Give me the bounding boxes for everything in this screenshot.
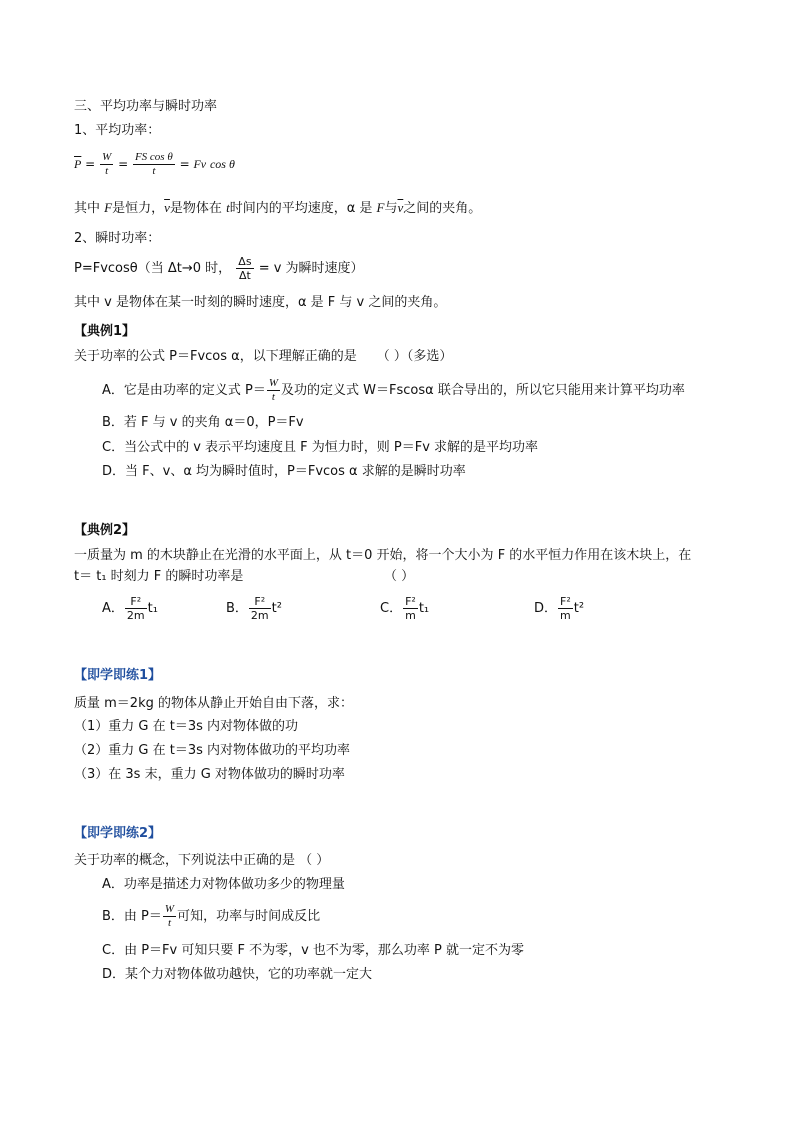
- example2-option-c: C． $\frac{\text{F²}}{m}$ t₁: [380, 595, 430, 622]
- avg-power-explain: 其中 F是恒力，$\overline{v}$是物体在 t时间内的平均速度，α 是 F与$\overline{v}$之间的夹角。: [74, 200, 482, 216]
- inst-power-label: 2、瞬时功率：: [74, 231, 161, 246]
- answer-paren: （ ）（多选）: [376, 349, 453, 364]
- example1-option-d: D．当 F、v、α 均为瞬时值时，P＝Fvcos α 求解的是瞬时功率: [102, 464, 466, 479]
- example2-option-a: A． $\frac{\text{F²}}{2m}$ t₁: [102, 595, 158, 622]
- fraction-w-t: $\frac{W}{t}$: [164, 903, 175, 929]
- practice2-question: 关于功率的概念，下列说法中正确的是 （ ）: [74, 853, 330, 868]
- answer-paren: （ ）: [384, 569, 415, 584]
- example2-line1: 一质量为 m 的木块静止在光滑的水平面上，从 t＝0 开始，将一个大小为 F 的水平恒力作用在该木块上，在: [74, 548, 692, 563]
- practice2-option-b: B．由 P＝ $\frac{W}{t}$ 可知，功率与时间成反比: [102, 903, 321, 929]
- practice2-option-a: A．功率是描述力对物体做功多少的物理量: [102, 877, 345, 892]
- inst-power-explain: 其中 v 是物体在某一时刻的瞬时速度，α 是 F 与 v 之间的夹角。: [74, 295, 447, 310]
- formula-cos: cos θ: [209, 157, 235, 171]
- practice2-heading: 【即学即练2】: [74, 826, 162, 841]
- example2-option-b: B． $\frac{\text{F²}}{2m}$ t²: [226, 595, 282, 622]
- example2-option-d: D． $\frac{\text{F²}}{m}$ t²: [534, 595, 585, 622]
- example1-option-c: C．当公式中的 v 表示平均速度且 F 为恒力时，则 P＝Fv 求解的是平均功率: [102, 440, 539, 455]
- formula-eq: =: [85, 157, 96, 171]
- practice1-question: 质量 m＝2kg 的物体从静止开始自由下落，求：: [74, 696, 353, 711]
- example2-heading: 【典例2】: [74, 523, 136, 538]
- fraction-ds-dt: $\frac{\Delta s}{\Delta t}$: [238, 255, 252, 282]
- inst-formula-tail: = v 为瞬时速度）: [258, 261, 364, 276]
- formula-p-bar: $\overline{P}$: [74, 157, 82, 171]
- example1-option-b: B．若 F 与 v 的夹角 α＝0，P＝Fv: [102, 415, 304, 430]
- inst-formula-main: P=Fvcosθ（当 Δt→0 时，: [74, 261, 232, 276]
- avg-power-formula: [74, 146, 235, 182]
- section-title: 三、平均功率与瞬时功率: [74, 99, 218, 114]
- avg-power-label: 1、平均功率：: [74, 123, 161, 138]
- practice2-option-d: D．某个力对物体做功越快，它的功率就一定大: [102, 967, 373, 982]
- inst-power-formula: [74, 252, 364, 286]
- practice1-heading: 【即学即练1】: [74, 668, 162, 683]
- fraction-fs-t: $\frac{\text{FS cos θ}}{t}$: [134, 151, 173, 177]
- example1-heading: 【典例1】: [74, 324, 136, 339]
- practice1-item-3: （3）在 3s 末，重力 G 对物体做功的瞬时功率: [74, 767, 345, 782]
- example2-line2: t＝ t₁ 时刻力 F 的瞬时功率是: [74, 569, 244, 584]
- practice2-option-c: C．由 P＝Fv 可知只要 F 不为零，v 也不为零，那么功率 P 就一定不为零: [102, 943, 525, 958]
- formula-fv: Fv: [193, 157, 207, 171]
- practice1-item-2: （2）重力 G 在 t＝3s 内对物体做功的平均功率: [74, 743, 351, 758]
- example1-option-a: A．它是由功率的定义式 P＝ $\frac{W}{t}$ 及功的定义式 W＝Fscosα 联合导出的，所以它只能用来计算平均功率: [102, 377, 685, 403]
- fraction-w-t: $\frac{W}{t}$: [268, 377, 279, 403]
- formula-eq: =: [118, 157, 129, 171]
- fraction-w-t: $\frac{W}{t}$: [102, 151, 112, 177]
- practice1-item-1: （1）重力 G 在 t＝3s 内对物体做的功: [74, 719, 299, 734]
- example1-question: 关于功率的公式 P＝Fvcos α，以下理解正确的是 （ ）（多选）: [74, 349, 453, 364]
- formula-eq: =: [179, 157, 190, 171]
